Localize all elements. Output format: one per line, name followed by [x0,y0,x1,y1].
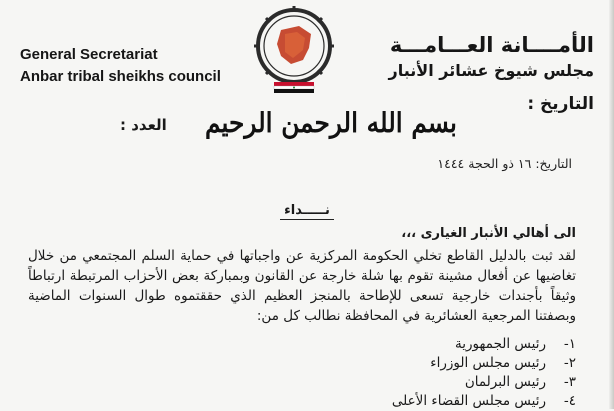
arabic-letterhead [389,30,594,118]
body-paragraph-text: لقد ثبت بالدليل القاطع تخلي الحكومة المركزية عن واجباتها في حماية السلم المجتمعي من خلال تغاضيها عن أفعال مشينة تقوم بها شلة خارجة عن القانون وبمباركة بعض الأحزاب المرتبطة ارتباطاً وثيقاً بأجندات خارجية تسعى للإطاحة بالمنجز العظيم الذي حققتموه طوال السنوات الماضية وبصفتنا المرجعية العشائرية في المحافظة نطالب كل من: [28,248,576,324]
basmala-calligraphy: بسم الله الرحمن الرحيم [205,108,457,139]
list-item-text: رئيس مجلس الوزراء [430,355,546,371]
list-item-text: رئيس مجلس القضاء الأعلى [391,393,546,409]
number-label: العدد : [120,116,167,134]
list-item [392,354,576,373]
list-item-number: ٢- [563,355,576,371]
body-paragraph [28,246,576,326]
greeting: الى أهالي الأنبار الغيارى ،،، [401,226,576,241]
list-item [392,392,576,411]
list-item [392,335,576,354]
list-item [392,373,576,392]
english-letterhead [20,44,221,88]
list-item-number: ٤- [563,393,576,409]
page-edge-shadow [609,0,614,409]
arabic-letterhead-line2: مجلس شيوخ عشائر الأنبار [388,61,594,80]
date-line: التاريخ: ١٦ ذو الحجة ١٤٤٤ [437,156,572,171]
list-item-text: رئيس البرلمان [464,374,546,390]
addressee-list [392,335,576,411]
council-emblem-icon [241,4,347,94]
english-letterhead-line2: Anbar tribal sheikhs council [20,68,221,85]
list-item-number: ٣- [563,374,576,390]
list-item-text: رئيس الجمهورية [455,336,546,352]
call-title [0,203,614,218]
date-label: التاريخ : [527,94,594,114]
english-letterhead-line1: General Secretariat [20,46,158,63]
arabic-letterhead-line1: الأمــــانة العـــامـــة [389,33,594,57]
list-item-number: ١- [563,336,576,352]
call-title-text: نـــــداء [280,203,334,220]
